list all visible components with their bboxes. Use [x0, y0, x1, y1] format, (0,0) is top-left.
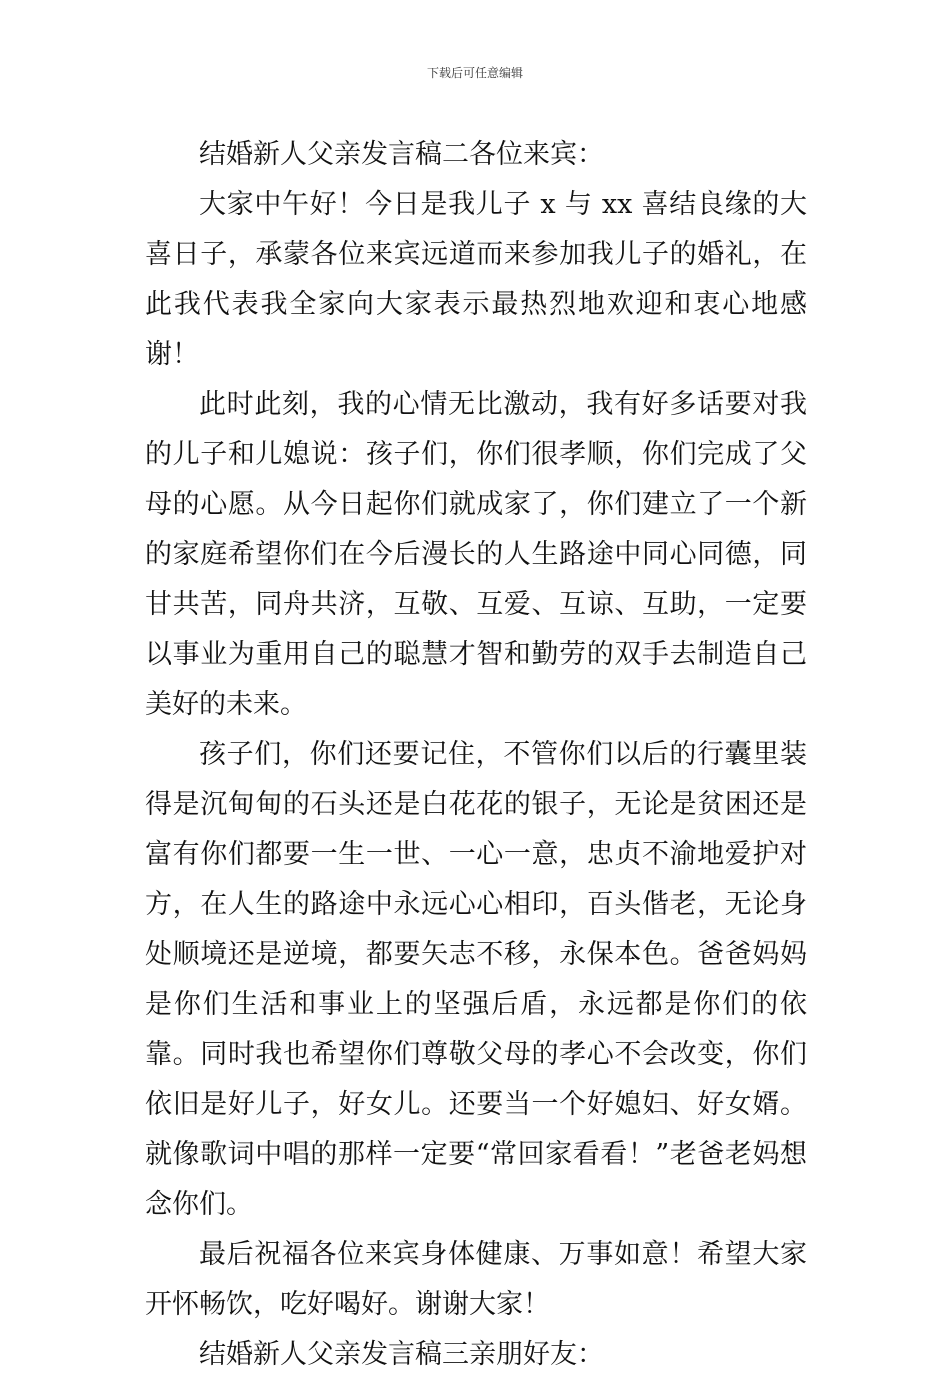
paragraph-title-2: 结婚新人父亲发言稿二各位来宾： [199, 139, 604, 170]
document-body [145, 130, 807, 1380]
paragraph-title-3: 结婚新人父亲发言稿三亲朋好友： [199, 1339, 604, 1370]
paragraph-wishes: 此时此刻，我的心情无比激动，我有好多话要对我的儿子和儿媳说：孩子们，你们很孝顺，你们完成了父母的心愿。从今日起你们就成家了，你们建立了一个新的家庭希望你们在今后漫长的人生路途中同心同德，同甘共苦，同舟共济，互敬、互爱、互谅、互助，一定要以事业为重用自己的聪慧才智和勤劳的双手去制造自己美好的未来。 [145, 389, 807, 720]
page-header: 下载后可任意编辑 [426, 66, 523, 80]
paragraph-greeting: 大家中午好！今日是我儿子 x 与 xx 喜结良缘的大喜日子，承蒙各位来宾远道而来参加我儿子的婚礼，在此我代表我全家向大家表示最热烈地欢迎和衷心地感谢！ [145, 189, 807, 370]
paragraph-advice: 孩子们，你们还要记住，不管你们以后的行囊里装得是沉甸甸的石头还是白花花的银子，无论是贫困还是富有你们都要一生一世、一心一意，忠贞不渝地爱护对方，在人生的路途中永远心心相印，百头偕老，无论身处顺境还是逆境，都要矢志不移，永保本色。爸爸妈妈是你们生活和事业上的坚强后盾，永远都是你们的依靠。同时我也希望你们尊敬父母的孝心不会改变，你们依旧是好儿子，好女儿。还要当一个好媳妇、好女婿。就像歌词中唱的那样一定要“常回家看看！”老爸老妈想念你们。 [145, 739, 807, 1220]
paragraph-closing: 最后祝福各位来宾身体健康、万事如意！希望大家开怀畅饮，吃好喝好。谢谢大家！ [145, 1239, 807, 1320]
